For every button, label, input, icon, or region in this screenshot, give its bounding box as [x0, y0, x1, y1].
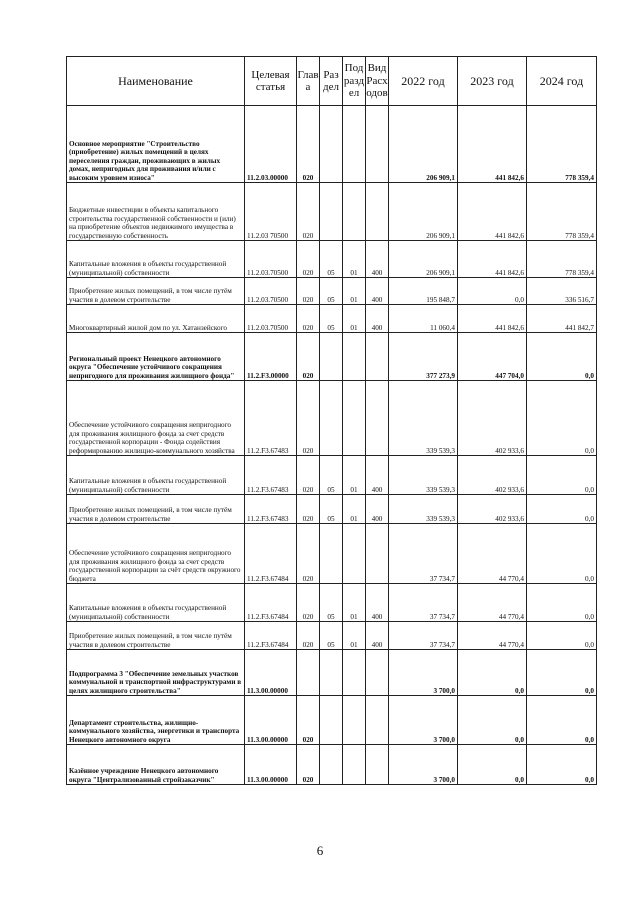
cell-podrazdel	[343, 183, 366, 241]
cell-2023: 0,0	[458, 650, 527, 696]
cell-2022: 206 909,1	[389, 183, 458, 241]
cell-name: Обеспечение устойчивого сокращения непригодного для проживания жилищного фонда за счет средств государственной корпорации за счёт средств окружного бюджета	[67, 524, 245, 584]
cell-razdel	[320, 106, 343, 183]
cell-vid	[366, 106, 389, 183]
cell-glava: 020	[297, 696, 320, 745]
cell-2023: 0,0	[458, 278, 527, 305]
cell-razdel	[320, 696, 343, 745]
header-name: Наименование	[67, 57, 245, 106]
header-2024: 2024 год	[527, 57, 597, 106]
cell-target: 11.2.03.70500	[245, 278, 297, 305]
cell-vid	[366, 745, 389, 785]
cell-2024: 0,0	[527, 696, 597, 745]
cell-2022: 206 909,1	[389, 241, 458, 278]
cell-vid: 400	[366, 241, 389, 278]
cell-target: 11.2.F3.67484	[245, 584, 297, 622]
cell-vid: 400	[366, 495, 389, 524]
cell-2024: 441 842,7	[527, 305, 597, 333]
cell-2024: 0,0	[527, 650, 597, 696]
table-header-row	[67, 57, 597, 106]
cell-podrazdel: 01	[343, 622, 366, 650]
cell-glava: 020	[297, 333, 320, 381]
cell-glava: 020	[297, 241, 320, 278]
cell-2022: 339 539,3	[389, 381, 458, 456]
cell-2024: 778 359,4	[527, 183, 597, 241]
cell-target: 11.2.F3.67483	[245, 381, 297, 456]
cell-podrazdel: 01	[343, 584, 366, 622]
cell-glava: 020	[297, 524, 320, 584]
header-target: Целевая статья	[245, 57, 297, 106]
cell-2022: 3 700,0	[389, 696, 458, 745]
cell-name: Региональный проект Ненецкого автономного округа "Обеспечение устойчивого сокращения непригодного для проживания жилищного фонда"	[67, 333, 245, 381]
cell-2023: 0,0	[458, 696, 527, 745]
cell-2024: 336 516,7	[527, 278, 597, 305]
cell-2023: 402 933,6	[458, 456, 527, 495]
cell-podrazdel	[343, 333, 366, 381]
cell-glava: 020	[297, 456, 320, 495]
cell-name: Приобретение жилых помещений, в том числе путём участия в долевом строительстве	[67, 278, 245, 305]
cell-name: Основное мероприятие "Строительство (приобретение) жилых помещений в целях переселения граждан, проживающих в жилых домах, непригодных для проживания и/или с высоким уровнем износа"	[67, 106, 245, 183]
cell-target: 11.3.00.00000	[245, 745, 297, 785]
table-row	[67, 495, 597, 524]
cell-2023: 44 770,4	[458, 584, 527, 622]
table-row	[67, 333, 597, 381]
cell-razdel	[320, 333, 343, 381]
cell-podrazdel	[343, 650, 366, 696]
cell-vid: 400	[366, 584, 389, 622]
header-glava: Глав а	[297, 57, 320, 106]
cell-2022: 339 539,3	[389, 495, 458, 524]
table-row	[67, 106, 597, 183]
cell-2022: 3 700,0	[389, 745, 458, 785]
cell-2022: 37 734,7	[389, 524, 458, 584]
cell-2023: 0,0	[458, 745, 527, 785]
header-vid: Вид Расх одов	[366, 57, 389, 106]
cell-vid: 400	[366, 278, 389, 305]
cell-razdel	[320, 745, 343, 785]
cell-glava: 020	[297, 183, 320, 241]
cell-2022: 377 273,9	[389, 333, 458, 381]
cell-glava: 020	[297, 745, 320, 785]
cell-razdel	[320, 524, 343, 584]
cell-podrazdel	[343, 106, 366, 183]
cell-vid	[366, 381, 389, 456]
cell-vid	[366, 650, 389, 696]
cell-name: Приобретение жилых помещений, в том числе путём участия в долевом строительстве	[67, 495, 245, 524]
cell-2024: 0,0	[527, 745, 597, 785]
cell-name: Подпрограмма 3 "Обеспечение земельных участков коммунальной и транспортной инфраструктурами в целях жилищного строительства"	[67, 650, 245, 696]
cell-vid	[366, 696, 389, 745]
cell-razdel: 05	[320, 456, 343, 495]
table-row	[67, 456, 597, 495]
cell-2023: 402 933,6	[458, 495, 527, 524]
cell-podrazdel	[343, 381, 366, 456]
cell-name: Департамент строительства, жилищно-коммунального хозяйства, энергетики и транспорта Ненецкого автономного округа	[67, 696, 245, 745]
cell-glava: 020	[297, 495, 320, 524]
cell-2024: 0,0	[527, 622, 597, 650]
cell-2023: 44 770,4	[458, 622, 527, 650]
cell-name: Капитальные вложения в объекты государственной (муниципальной) собственности	[67, 456, 245, 495]
cell-target: 11.2.F3.67483	[245, 456, 297, 495]
cell-2023: 441 842,6	[458, 241, 527, 278]
cell-target: 11.2.03.70500	[245, 241, 297, 278]
table-row	[67, 183, 597, 241]
table-row	[67, 650, 597, 696]
cell-vid: 400	[366, 305, 389, 333]
cell-target: 11.3.00.00000	[245, 696, 297, 745]
cell-vid	[366, 524, 389, 584]
cell-2024: 0,0	[527, 456, 597, 495]
cell-2024: 778 359,4	[527, 106, 597, 183]
cell-glava: 020	[297, 106, 320, 183]
cell-target: 11.2.F3.67484	[245, 622, 297, 650]
cell-razdel	[320, 650, 343, 696]
cell-razdel: 05	[320, 278, 343, 305]
cell-vid	[366, 183, 389, 241]
cell-name: Бюджетные инвестиции в объекты капитального строительства государственной собственности и (или) на приобретение объектов недвижимого имущества в государственную собственность	[67, 183, 245, 241]
cell-target: 11.2.03.70500	[245, 305, 297, 333]
cell-name: Приобретение жилых помещений, в том числе путём участия в долевом строительстве	[67, 622, 245, 650]
cell-2023: 441 842,6	[458, 305, 527, 333]
cell-2024: 0,0	[527, 584, 597, 622]
cell-razdel: 05	[320, 241, 343, 278]
cell-podrazdel	[343, 696, 366, 745]
header-2023: 2023 год	[458, 57, 527, 106]
table-row	[67, 305, 597, 333]
cell-podrazdel: 01	[343, 241, 366, 278]
cell-vid	[366, 333, 389, 381]
cell-glava	[297, 650, 320, 696]
cell-podrazdel: 01	[343, 456, 366, 495]
table-row	[67, 381, 597, 456]
page-number: 6	[316, 843, 324, 858]
cell-2024: 0,0	[527, 381, 597, 456]
cell-2022: 37 734,7	[389, 622, 458, 650]
cell-glava: 020	[297, 622, 320, 650]
cell-razdel: 05	[320, 305, 343, 333]
table-row	[67, 696, 597, 745]
cell-name: Капитальные вложения в объекты государственной (муниципальной) собственности	[67, 241, 245, 278]
cell-2022: 195 848,7	[389, 278, 458, 305]
cell-razdel	[320, 183, 343, 241]
cell-name: Казённое учреждение Ненецкого автономного округа "Централизованный стройзаказчик"	[67, 745, 245, 785]
cell-2024: 0,0	[527, 333, 597, 381]
table-row	[67, 278, 597, 305]
cell-podrazdel: 01	[343, 495, 366, 524]
table-row	[67, 745, 597, 785]
cell-razdel: 05	[320, 495, 343, 524]
cell-target: 11.3.00.00000	[245, 650, 297, 696]
cell-glava: 020	[297, 381, 320, 456]
cell-podrazdel	[343, 524, 366, 584]
cell-glava: 020	[297, 584, 320, 622]
header-2022: 2022 год	[389, 57, 458, 106]
table-row	[67, 622, 597, 650]
budget-table	[66, 56, 597, 785]
cell-target: 11.2.03 70500	[245, 183, 297, 241]
cell-glava: 020	[297, 305, 320, 333]
cell-podrazdel: 01	[343, 305, 366, 333]
cell-target: 11.2.F3.67483	[245, 495, 297, 524]
cell-2023: 441 842,6	[458, 183, 527, 241]
cell-2024: 778 359,4	[527, 241, 597, 278]
cell-2023: 44 770,4	[458, 524, 527, 584]
table-row	[67, 584, 597, 622]
cell-name: Многоквартирный жилой дом по ул. Хатанзейского	[67, 305, 245, 333]
cell-vid: 400	[366, 456, 389, 495]
cell-2024: 0,0	[527, 524, 597, 584]
cell-podrazdel	[343, 745, 366, 785]
table-row	[67, 241, 597, 278]
table-row	[67, 524, 597, 584]
cell-razdel: 05	[320, 622, 343, 650]
cell-2022: 3 700,0	[389, 650, 458, 696]
header-podrazdel: Под разд ел	[343, 57, 366, 106]
cell-name: Обеспечение устойчивого сокращения непригодного для проживания жилищного фонда за счет средств государственной корпорации - Фонда содействия реформированию жилищно-коммунального хозяйства	[67, 381, 245, 456]
cell-vid: 400	[366, 622, 389, 650]
cell-2022: 37 734,7	[389, 584, 458, 622]
cell-target: 11.2.F3.00000	[245, 333, 297, 381]
header-razdel: Раз дел	[320, 57, 343, 106]
cell-razdel: 05	[320, 584, 343, 622]
cell-2024: 0,0	[527, 495, 597, 524]
cell-podrazdel: 01	[343, 278, 366, 305]
cell-2023: 402 933,6	[458, 381, 527, 456]
cell-2022: 206 909,1	[389, 106, 458, 183]
cell-target: 11.2.03.00000	[245, 106, 297, 183]
cell-2023: 447 704,0	[458, 333, 527, 381]
cell-glava: 020	[297, 278, 320, 305]
cell-name: Капитальные вложения в объекты государственной (муниципальной) собственности	[67, 584, 245, 622]
cell-razdel	[320, 381, 343, 456]
cell-2023: 441 842,6	[458, 106, 527, 183]
cell-2022: 339 539,3	[389, 456, 458, 495]
cell-target: 11.2.F3.67484	[245, 524, 297, 584]
cell-2022: 11 060,4	[389, 305, 458, 333]
